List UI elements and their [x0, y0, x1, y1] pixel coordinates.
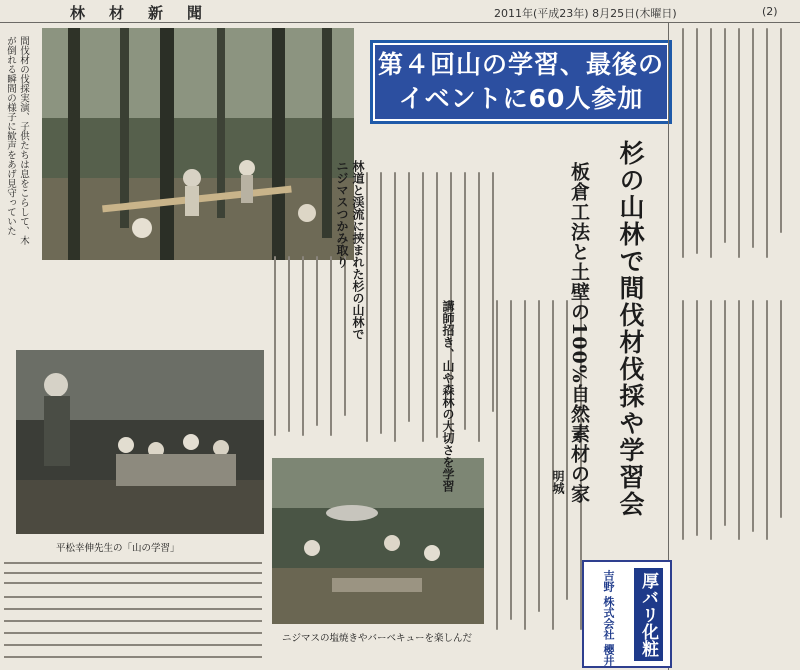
issue-date: 2011年(平成23年) 8月25日(木曜日) — [494, 7, 677, 20]
article-body-left — [360, 172, 500, 452]
classified-listings — [0, 560, 266, 670]
photo-forest-thinning — [42, 28, 354, 260]
company-name: 明城 — [551, 470, 565, 494]
ad-brand: 厚バリ化粧 — [634, 568, 663, 661]
forest-photo-image — [42, 28, 354, 260]
newspaper-title: 林材新聞 — [70, 4, 227, 22]
lecture-photo-image — [16, 350, 264, 534]
photo-mountain-lecture — [16, 350, 264, 534]
subhead-lecture: 講師招き、山や森林の大切さを学習 — [441, 300, 455, 492]
photo-caption-lecture: 平松幸伸先生の「山の学習」 — [56, 543, 180, 554]
headline-box — [370, 40, 672, 124]
article-body-right — [676, 28, 796, 268]
article-body-lower-right — [676, 300, 796, 550]
main-vertical-headline: 杉の山林で間伐材伐採や学習会 — [616, 140, 645, 518]
headline-line-2: イベントに60人参加 — [398, 84, 644, 113]
small-headline: 林道と渓流に挟まれた杉の山林で ニジマスつかみ取り — [335, 160, 365, 340]
page-number: (2) — [762, 5, 778, 18]
photo-caption-barbecue: ニジマスの塩焼きやバーベキューを楽しんだ — [282, 633, 473, 644]
photo-caption-top-left: 間伐材の伐採実演、子供たちは息をこらして、木が倒れる瞬間の様子に歓声をあげ見守っていた — [5, 36, 29, 245]
headline-line-1: 第４回山の学習、最後の — [377, 50, 664, 79]
advertisement-box — [582, 560, 672, 668]
sub-vertical-headline: 板倉工法と土壁の100%自然素材の家 — [568, 162, 590, 504]
masthead — [0, 0, 800, 23]
ad-company: 吉野 株式会社 櫻井 — [602, 570, 615, 666]
